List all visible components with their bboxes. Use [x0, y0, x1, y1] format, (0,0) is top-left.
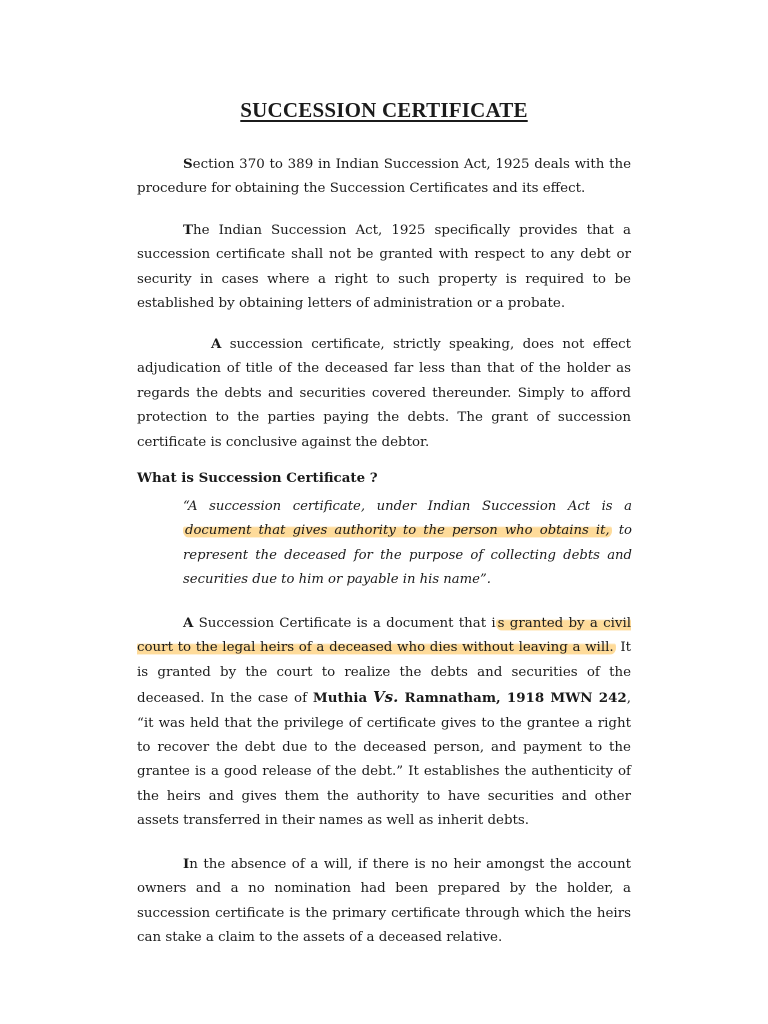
paragraph-4-text-start: Succession Certificate is a document that i: [193, 616, 496, 631]
paragraph-5-text: n the absence of a will, if there is no heir amongst the account owners and a no nomination had been prepared by the holder, a succession certificate is the primary certificate through which the heirs can stake a claim to the assets of a deceased relative.: [137, 857, 631, 946]
section-heading: What is Succession Certificate ?: [137, 470, 378, 486]
paragraph-4-highlight: s granted by a civil court to the legal heirs of a deceased who dies without leaving a will.: [137, 616, 632, 656]
paragraph-3-text: succession certificate, strictly speaking, does not effect adjudication of title of the deceased far less than that of the holder as regards the debts and securities covered thereunder. Simply to afford protection to the parties paying the debts. The grant of succession certificate is conclusive against the debtor.: [137, 337, 631, 450]
case-name: Muthia: [312, 690, 368, 707]
paragraph-3: [137, 332, 631, 455]
definition-quote: [183, 495, 632, 593]
document-title: SUCCESSION CERTIFICATE: [240, 98, 528, 122]
paragraph-4-initial: A: [183, 615, 194, 631]
paragraph-4: [137, 611, 631, 834]
paragraph-2-text: he Indian Succession Act, 1925 specifically provides that a succession certificate shall not be granted with respect to any debt or security in cases where a right to such property is required to be established by obtaining letters of administration or a probate.: [137, 223, 631, 312]
case-citation: Ramnatham, 1918 MWN 242: [398, 690, 627, 707]
quote-text-start: “A succession certificate, under Indian Succession Act is a: [183, 499, 632, 514]
quote-text-end: to represent the deceased for the purpose of collecting debts and securities due to him or payable in his name”.: [183, 523, 632, 588]
paragraph-1: [137, 152, 631, 202]
paragraph-5-initial: I: [183, 856, 190, 872]
quote-highlight: document that gives authority to the person who obtains it,: [185, 523, 610, 539]
paragraph-1-initial: S: [183, 156, 193, 172]
paragraph-3-initial: A: [211, 336, 222, 352]
paragraph-4-text-end: , “it was held that the privilege of certificate gives to the grantee a right to recover the debt due to the deceased person, and payment to the grantee is a good release of the debt.” It establishes the authenticity of the heirs and gives them the authority to have securities and other assets transferred in their names as well as inherit debts.: [137, 691, 631, 829]
paragraph-4-text-middle: It is granted by the court to realize the debts and securities of the deceased. In the case of: [137, 640, 631, 707]
paragraph-5: [137, 852, 631, 951]
case-versus: Vs.: [372, 688, 399, 707]
paragraph-2: [137, 218, 631, 317]
paragraph-1-text: ection 370 to 389 in Indian Succession Act, 1925 deals with the procedure for obtaining the Succession Certificates and its effect.: [137, 157, 631, 197]
paragraph-2-initial: T: [183, 222, 193, 238]
